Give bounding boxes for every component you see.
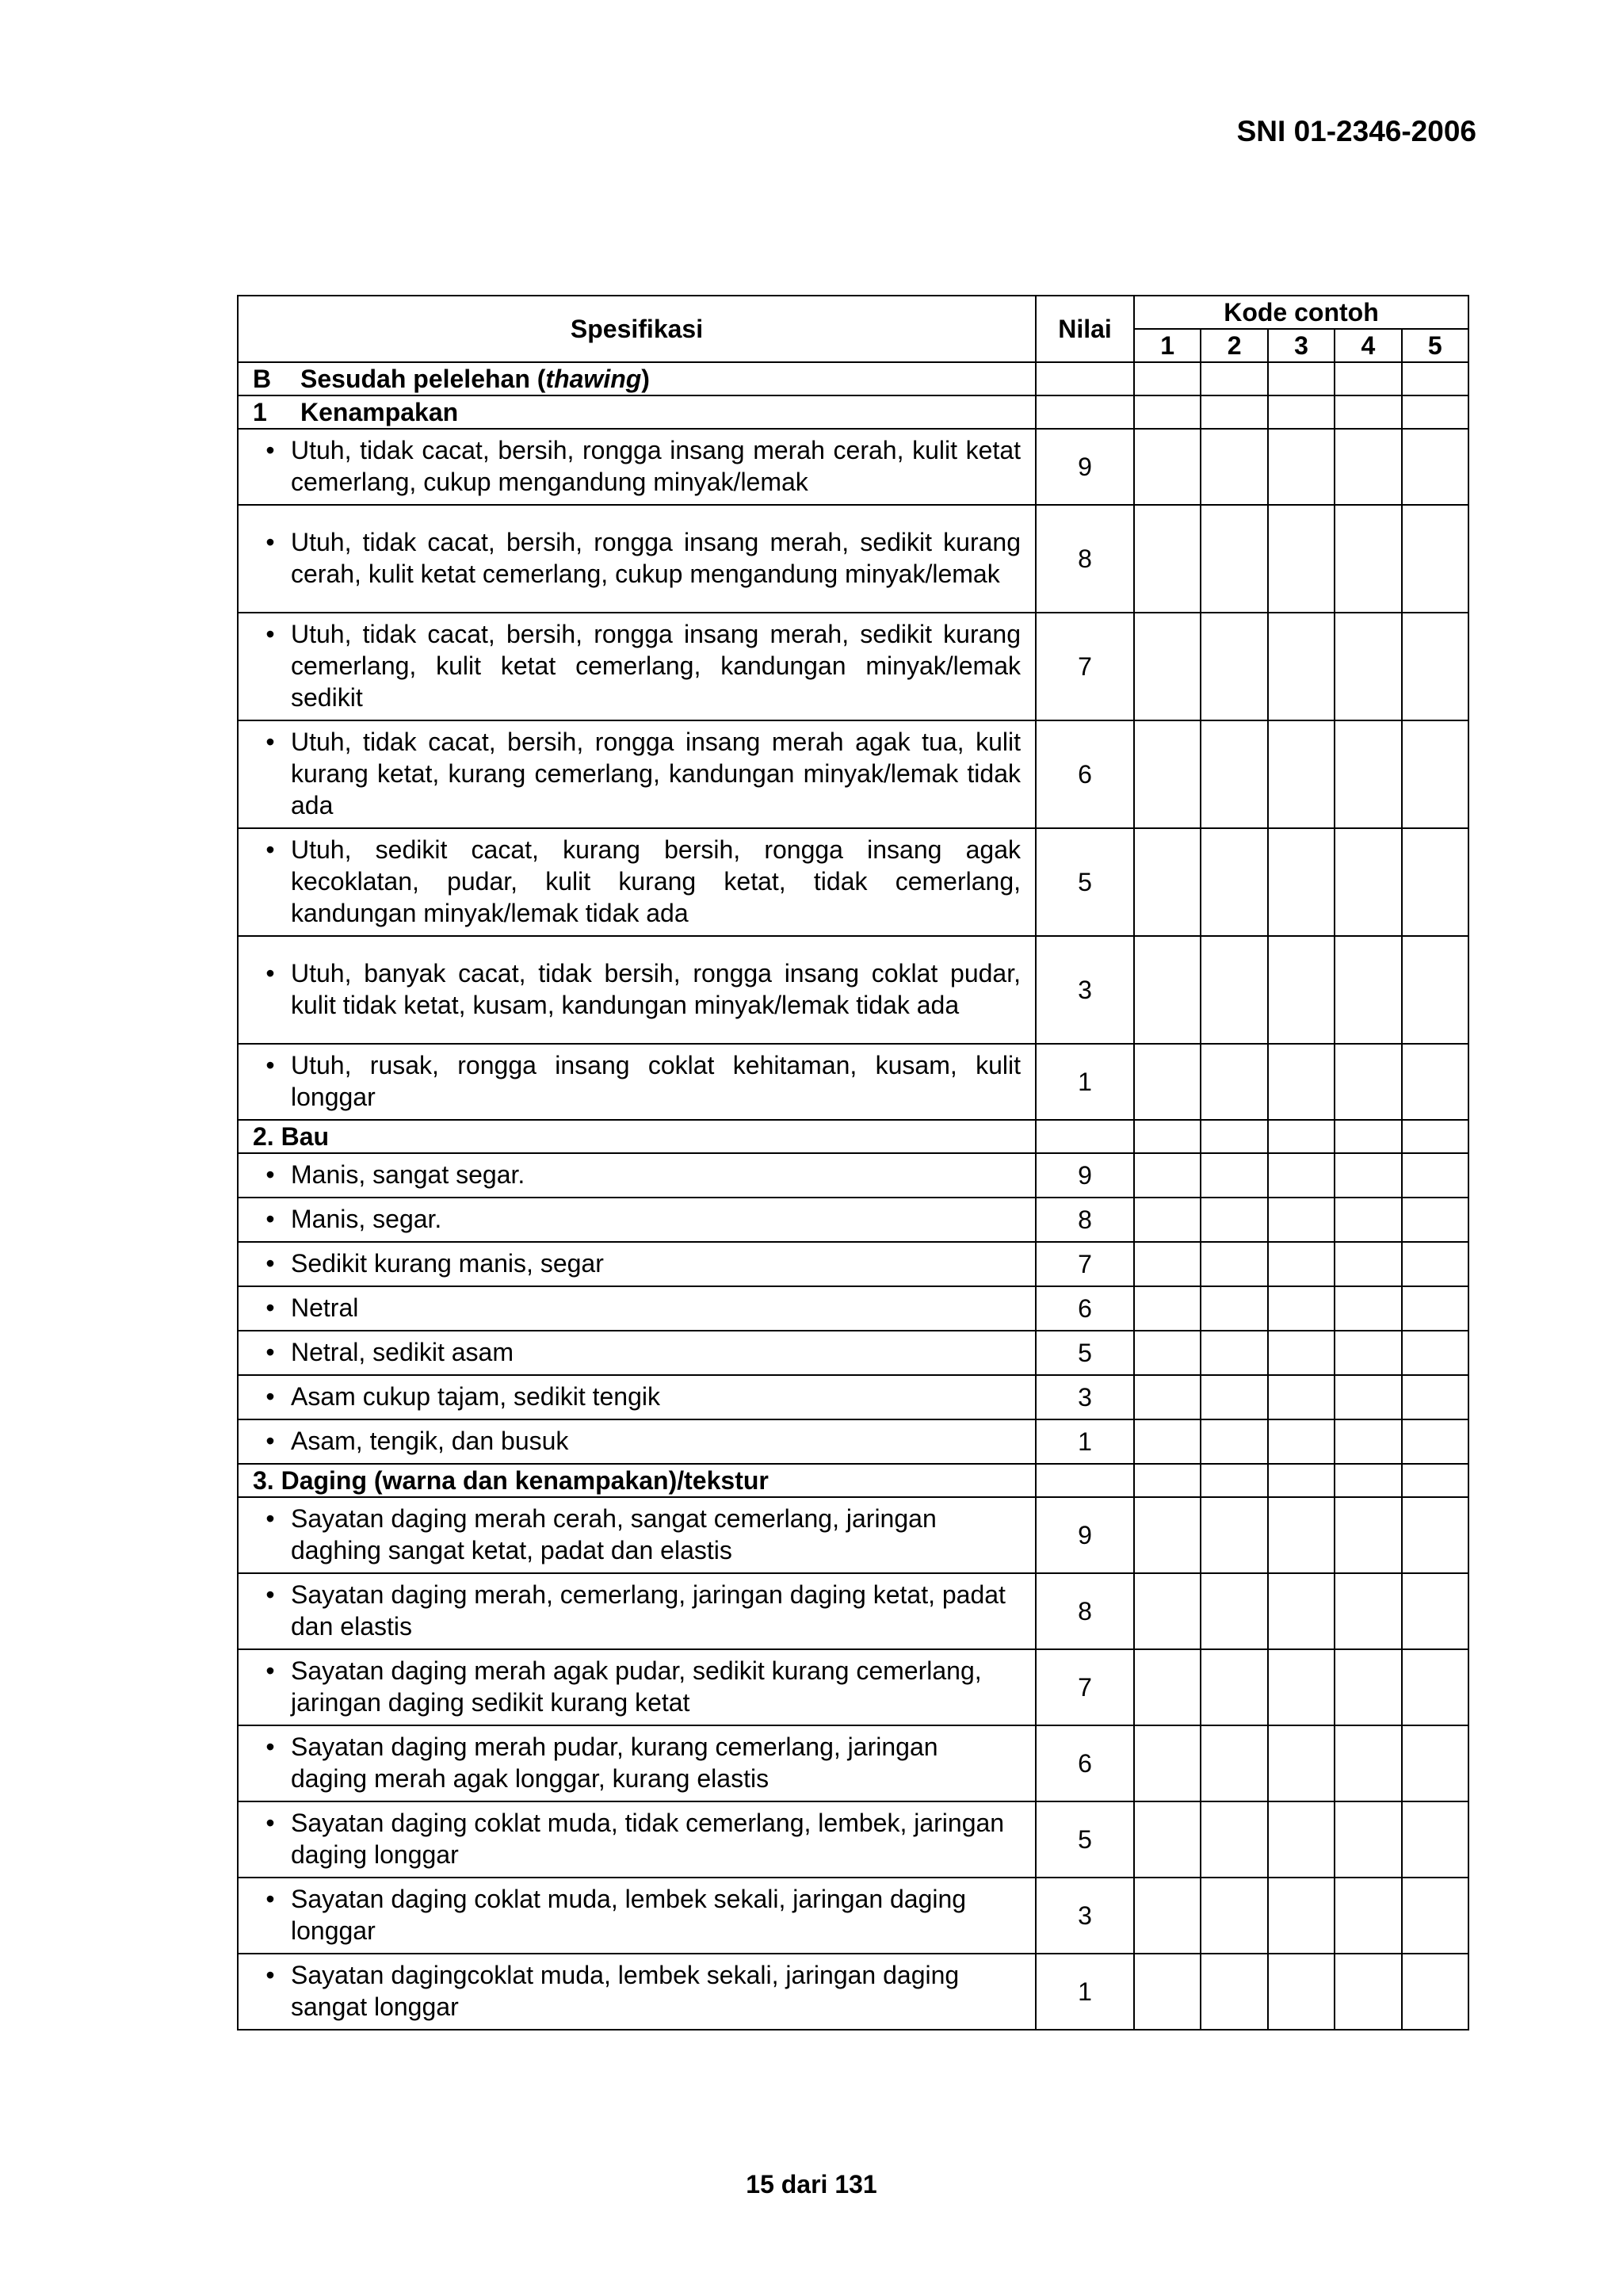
sample-score-cell-5[interactable] [1402,1419,1468,1464]
criteria-text: Utuh, sedikit cacat, kurang bersih, rongga insang agak kecoklatan, pudar, kulit kurang ketat, tidak cemerlang, kandungan minyak/lemak tidak ada [291,835,1021,927]
criteria-text: Sayatan dagingcoklat muda, lembek sekali, jaringan daging sangat longgar [291,1961,960,2021]
bullet-icon: • [265,1205,275,1233]
sample-score-cell-5[interactable] [1402,505,1468,613]
criteria-description [238,1198,1036,1242]
section-b-title: B Sesudah pelelehan (thawing) [238,362,1036,395]
sample-score-cell-2[interactable] [1201,1801,1267,1878]
sample-score-cell-5[interactable] [1402,1649,1468,1725]
criteria-text: Utuh, tidak cacat, bersih, rongga insang merah, sedikit kurang cemerlang, kulit ketat cemerlang, kandungan minyak/lemak sedikit [291,620,1021,712]
criteria-row [238,429,1468,505]
sample-score-cell-5[interactable] [1402,1573,1468,1649]
criteria-text: Utuh, tidak cacat, bersih, rongga insang merah, sedikit kurang cerah, kulit ketat cemerlang, cukup mengandung minyak/lemak [291,528,1021,588]
sample-score-cell-3[interactable] [1268,936,1335,1044]
sample-score-cell-1[interactable] [1134,1198,1201,1242]
criteria-description [238,1725,1036,1801]
nilai-value: 5 [1036,1801,1134,1878]
nilai-value: 6 [1036,1725,1134,1801]
sample-score-cell-4[interactable] [1335,1242,1401,1286]
bullet-icon: • [265,835,275,864]
header-code-5: 5 [1402,329,1468,362]
sample-score-cell-2[interactable] [1201,1044,1267,1120]
sample-score-cell-4[interactable] [1335,1198,1401,1242]
document-code: SNI 01-2346-2006 [1236,115,1476,147]
sample-score-cell-2[interactable] [1201,1375,1267,1419]
sample-score-cell-5[interactable] [1402,828,1468,936]
sample-score-cell-1[interactable] [1134,1044,1201,1120]
section-row-kenampakan [238,395,1468,429]
sample-score-cell-1[interactable] [1134,1286,1201,1331]
bullet-icon: • [265,1338,275,1366]
section-row-bau [238,1120,1468,1153]
sample-score-cell-1[interactable] [1134,936,1201,1044]
criteria-text: Sayatan daging merah pudar, kurang cemerlang, jaringan daging merah agak longgar, kurang elastis [291,1733,938,1793]
criteria-row [238,1573,1468,1649]
sample-score-cell-4[interactable] [1335,1954,1401,2030]
nilai-value: 6 [1036,720,1134,828]
criteria-text: Sayatan daging merah, cemerlang, jaringan daging ketat, padat dan elastis [291,1580,1006,1641]
criteria-row [238,1649,1468,1725]
criteria-row [238,1375,1468,1419]
criteria-description [238,936,1036,1044]
criteria-description [238,1375,1036,1419]
sample-score-cell-5[interactable] [1402,613,1468,720]
criteria-description [238,1649,1036,1725]
bullet-icon: • [265,1504,275,1533]
sample-score-cell-1[interactable] [1134,429,1201,505]
section-daging-title: 3. Daging (warna dan kenampakan)/tekstur [238,1464,1036,1497]
sample-score-cell-5[interactable] [1402,1153,1468,1198]
sample-score-cell-3[interactable] [1268,1331,1335,1375]
sample-score-cell-5[interactable] [1402,1878,1468,1954]
criteria-text: Utuh, banyak cacat, tidak bersih, rongga insang coklat pudar, kulit tidak ketat, kusam, kandungan minyak/lemak tidak ada [291,959,1021,1019]
sample-score-cell-3[interactable] [1268,1419,1335,1464]
criteria-text: Sayatan daging coklat muda, tidak cemerlang, lembek, jaringan daging longgar [291,1809,1005,1869]
criteria-description [238,1954,1036,2030]
sample-score-cell-4[interactable] [1335,1497,1401,1573]
sample-score-cell-2[interactable] [1201,1331,1267,1375]
criteria-description [238,828,1036,936]
criteria-row [238,1419,1468,1464]
criteria-text: Sayatan daging coklat muda, lembek sekali, jaringan daging longgar [291,1885,967,1945]
criteria-row [238,1725,1468,1801]
nilai-value: 8 [1036,1198,1134,1242]
sample-score-cell-3[interactable] [1268,1801,1335,1878]
sample-score-cell-1[interactable] [1134,828,1201,936]
bullet-icon: • [265,528,275,556]
criteria-description [238,613,1036,720]
criteria-text: Asam, tengik, dan busuk [291,1427,569,1455]
nilai-value: 3 [1036,1375,1134,1419]
sample-score-cell-3[interactable] [1268,1954,1335,2030]
sample-score-cell-1[interactable] [1134,1331,1201,1375]
nilai-value: 8 [1036,505,1134,613]
nilai-value: 6 [1036,1286,1134,1331]
nilai-value: 1 [1036,1954,1134,2030]
criteria-description [238,1878,1036,1954]
nilai-value: 7 [1036,613,1134,720]
header-code-2: 2 [1201,329,1267,362]
nilai-value: 3 [1036,1878,1134,1954]
sample-score-cell-2[interactable] [1201,613,1267,720]
sample-score-cell-5[interactable] [1402,1331,1468,1375]
criteria-row [238,1198,1468,1242]
criteria-description [238,1497,1036,1573]
sample-score-cell-1[interactable] [1134,1801,1201,1878]
criteria-text: Utuh, tidak cacat, bersih, rongga insang merah cerah, kulit ketat cemerlang, cukup mengandung minyak/lemak [291,436,1021,496]
sample-score-cell-3[interactable] [1268,1878,1335,1954]
score-sheet-table [237,295,1469,2030]
nilai-value: 9 [1036,429,1134,505]
sample-score-cell-1[interactable] [1134,1954,1201,2030]
sample-score-cell-1[interactable] [1134,1649,1201,1725]
bullet-icon: • [265,436,275,464]
bullet-icon: • [265,1382,275,1411]
sample-score-cell-5[interactable] [1402,1725,1468,1801]
criteria-row [238,1153,1468,1198]
criteria-text: Netral, sedikit asam [291,1338,514,1366]
sample-score-cell-3[interactable] [1268,720,1335,828]
criteria-row [238,613,1468,720]
sample-score-cell-5[interactable] [1402,1286,1468,1331]
bullet-icon: • [265,1160,275,1189]
sample-score-cell-5[interactable] [1402,1375,1468,1419]
section-kenampakan-title: 1 Kenampakan [238,395,1036,429]
sample-score-cell-1[interactable] [1134,1497,1201,1573]
criteria-description [238,720,1036,828]
criteria-row [238,1801,1468,1878]
criteria-row [238,1331,1468,1375]
sample-score-cell-2[interactable] [1201,720,1267,828]
criteria-description [238,1044,1036,1120]
bullet-icon: • [265,1427,275,1455]
section-row-b [238,362,1468,395]
nilai-value: 5 [1036,828,1134,936]
criteria-text: Manis, segar. [291,1205,442,1233]
bullet-icon: • [265,1656,275,1685]
bullet-icon: • [265,1885,275,1913]
criteria-description [238,1573,1036,1649]
sample-score-cell-1[interactable] [1134,1878,1201,1954]
criteria-text: Asam cukup tajam, sedikit tengik [291,1382,660,1411]
header-code-1: 1 [1134,329,1201,362]
criteria-text: Utuh, tidak cacat, bersih, rongga insang merah agak tua, kulit kurang ketat, kurang cemerlang, kandungan minyak/lemak tidak ada [291,728,1021,819]
sample-score-cell-1[interactable] [1134,505,1201,613]
sample-score-cell-2[interactable] [1201,1725,1267,1801]
sample-score-cell-1[interactable] [1134,1419,1201,1464]
sample-score-cell-4[interactable] [1335,613,1401,720]
sample-score-cell-4[interactable] [1335,1153,1401,1198]
criteria-text: Sayatan daging merah cerah, sangat cemerlang, jaringan daghing sangat ketat, padat dan elastis [291,1504,937,1564]
sample-score-cell-1[interactable] [1134,1242,1201,1286]
sample-score-cell-4[interactable] [1335,429,1401,505]
nilai-value: 8 [1036,1573,1134,1649]
nilai-value: 7 [1036,1242,1134,1286]
sample-score-cell-3[interactable] [1268,1286,1335,1331]
nilai-value: 5 [1036,1331,1134,1375]
nilai-value: 1 [1036,1419,1134,1464]
sample-score-cell-5[interactable] [1402,1044,1468,1120]
header-spesifikasi: Spesifikasi [238,296,1036,362]
bullet-icon: • [265,1293,275,1322]
bullet-icon: • [265,1809,275,1837]
sample-score-cell-3[interactable] [1268,505,1335,613]
bullet-icon: • [265,1580,275,1609]
criteria-row [238,1878,1468,1954]
sample-score-cell-1[interactable] [1134,1725,1201,1801]
sample-score-cell-2[interactable] [1201,828,1267,936]
sample-score-cell-3[interactable] [1268,1153,1335,1198]
sample-score-cell-4[interactable] [1335,1573,1401,1649]
sample-score-cell-3[interactable] [1268,1649,1335,1725]
sample-score-cell-2[interactable] [1201,1497,1267,1573]
sample-score-cell-3[interactable] [1268,1375,1335,1419]
sample-score-cell-4[interactable] [1335,1331,1401,1375]
sample-score-cell-1[interactable] [1134,720,1201,828]
sample-score-cell-3[interactable] [1268,1044,1335,1120]
criteria-description [238,1153,1036,1198]
criteria-row [238,1497,1468,1573]
sample-score-cell-5[interactable] [1402,1801,1468,1878]
criteria-row [238,1242,1468,1286]
criteria-description [238,505,1036,613]
sample-score-cell-5[interactable] [1402,429,1468,505]
criteria-row [238,1954,1468,2030]
sample-score-cell-5[interactable] [1402,1198,1468,1242]
sample-score-cell-2[interactable] [1201,1649,1267,1725]
sample-score-cell-4[interactable] [1335,1286,1401,1331]
nilai-value: 7 [1036,1649,1134,1725]
sample-score-cell-2[interactable] [1201,1878,1267,1954]
header-code-3: 3 [1268,329,1335,362]
sample-score-cell-3[interactable] [1268,828,1335,936]
bullet-icon: • [265,1961,275,1989]
header-code-4: 4 [1335,329,1401,362]
sample-score-cell-1[interactable] [1134,1153,1201,1198]
sample-score-cell-1[interactable] [1134,1375,1201,1419]
bullet-icon: • [265,959,275,988]
nilai-value: 3 [1036,936,1134,1044]
criteria-text: Netral [291,1293,359,1322]
criteria-description [238,1286,1036,1331]
criteria-description [238,1419,1036,1464]
sample-score-cell-4[interactable] [1335,720,1401,828]
sample-score-cell-4[interactable] [1335,1375,1401,1419]
sample-score-cell-4[interactable] [1335,1878,1401,1954]
bullet-icon: • [265,728,275,756]
bullet-icon: • [265,1051,275,1079]
sample-score-cell-4[interactable] [1335,1649,1401,1725]
sample-score-cell-5[interactable] [1402,936,1468,1044]
sample-score-cell-2[interactable] [1201,1242,1267,1286]
sample-score-cell-2[interactable] [1201,429,1267,505]
sample-score-cell-5[interactable] [1402,720,1468,828]
header-kode-contoh: Kode contoh [1134,296,1468,329]
criteria-row [238,1044,1468,1120]
sample-score-cell-4[interactable] [1335,936,1401,1044]
sample-score-cell-3[interactable] [1268,1725,1335,1801]
nilai-value: 9 [1036,1497,1134,1573]
section-bau-title: 2. Bau [238,1120,1036,1153]
sample-score-cell-3[interactable] [1268,1497,1335,1573]
sample-score-cell-4[interactable] [1335,505,1401,613]
sample-score-cell-2[interactable] [1201,1419,1267,1464]
criteria-text: Utuh, rusak, rongga insang coklat kehitaman, kusam, kulit longgar [291,1051,1021,1111]
sample-score-cell-1[interactable] [1134,1573,1201,1649]
sample-score-cell-5[interactable] [1402,1954,1468,2030]
sample-score-cell-2[interactable] [1201,1573,1267,1649]
bullet-icon: • [265,1733,275,1761]
sample-score-cell-3[interactable] [1268,613,1335,720]
bullet-icon: • [265,1249,275,1278]
criteria-row [238,936,1468,1044]
sample-score-cell-2[interactable] [1201,1286,1267,1331]
sample-score-cell-4[interactable] [1335,828,1401,936]
header-nilai: Nilai [1036,296,1134,362]
sample-score-cell-2[interactable] [1201,1198,1267,1242]
sample-score-cell-1[interactable] [1134,613,1201,720]
sample-score-cell-4[interactable] [1335,1419,1401,1464]
criteria-description [238,1242,1036,1286]
sample-score-cell-3[interactable] [1268,1198,1335,1242]
sample-score-cell-2[interactable] [1201,936,1267,1044]
sample-score-cell-2[interactable] [1201,1954,1267,2030]
criteria-text: Sayatan daging merah agak pudar, sedikit kurang cemerlang, jaringan daging sedikit kurang ketat [291,1656,982,1717]
criteria-description [238,429,1036,505]
criteria-row [238,828,1468,936]
nilai-value: 1 [1036,1044,1134,1120]
sample-score-cell-5[interactable] [1402,1497,1468,1573]
page-number: 15 dari 131 [746,2170,877,2199]
sample-score-cell-5[interactable] [1402,1242,1468,1286]
sample-score-cell-3[interactable] [1268,1573,1335,1649]
criteria-text: Sedikit kurang manis, segar [291,1249,604,1278]
sample-score-cell-4[interactable] [1335,1801,1401,1878]
criteria-row [238,1286,1468,1331]
bullet-icon: • [265,620,275,648]
sample-score-cell-2[interactable] [1201,505,1267,613]
sample-score-cell-4[interactable] [1335,1044,1401,1120]
sample-score-cell-3[interactable] [1268,429,1335,505]
sample-score-cell-3[interactable] [1268,1242,1335,1286]
criteria-text: Manis, sangat segar. [291,1160,525,1189]
nilai-value: 9 [1036,1153,1134,1198]
criteria-description [238,1331,1036,1375]
sample-score-cell-4[interactable] [1335,1725,1401,1801]
sample-score-cell-2[interactable] [1201,1153,1267,1198]
criteria-description [238,1801,1036,1878]
criteria-row [238,505,1468,613]
section-row-daging [238,1464,1468,1497]
criteria-row [238,720,1468,828]
